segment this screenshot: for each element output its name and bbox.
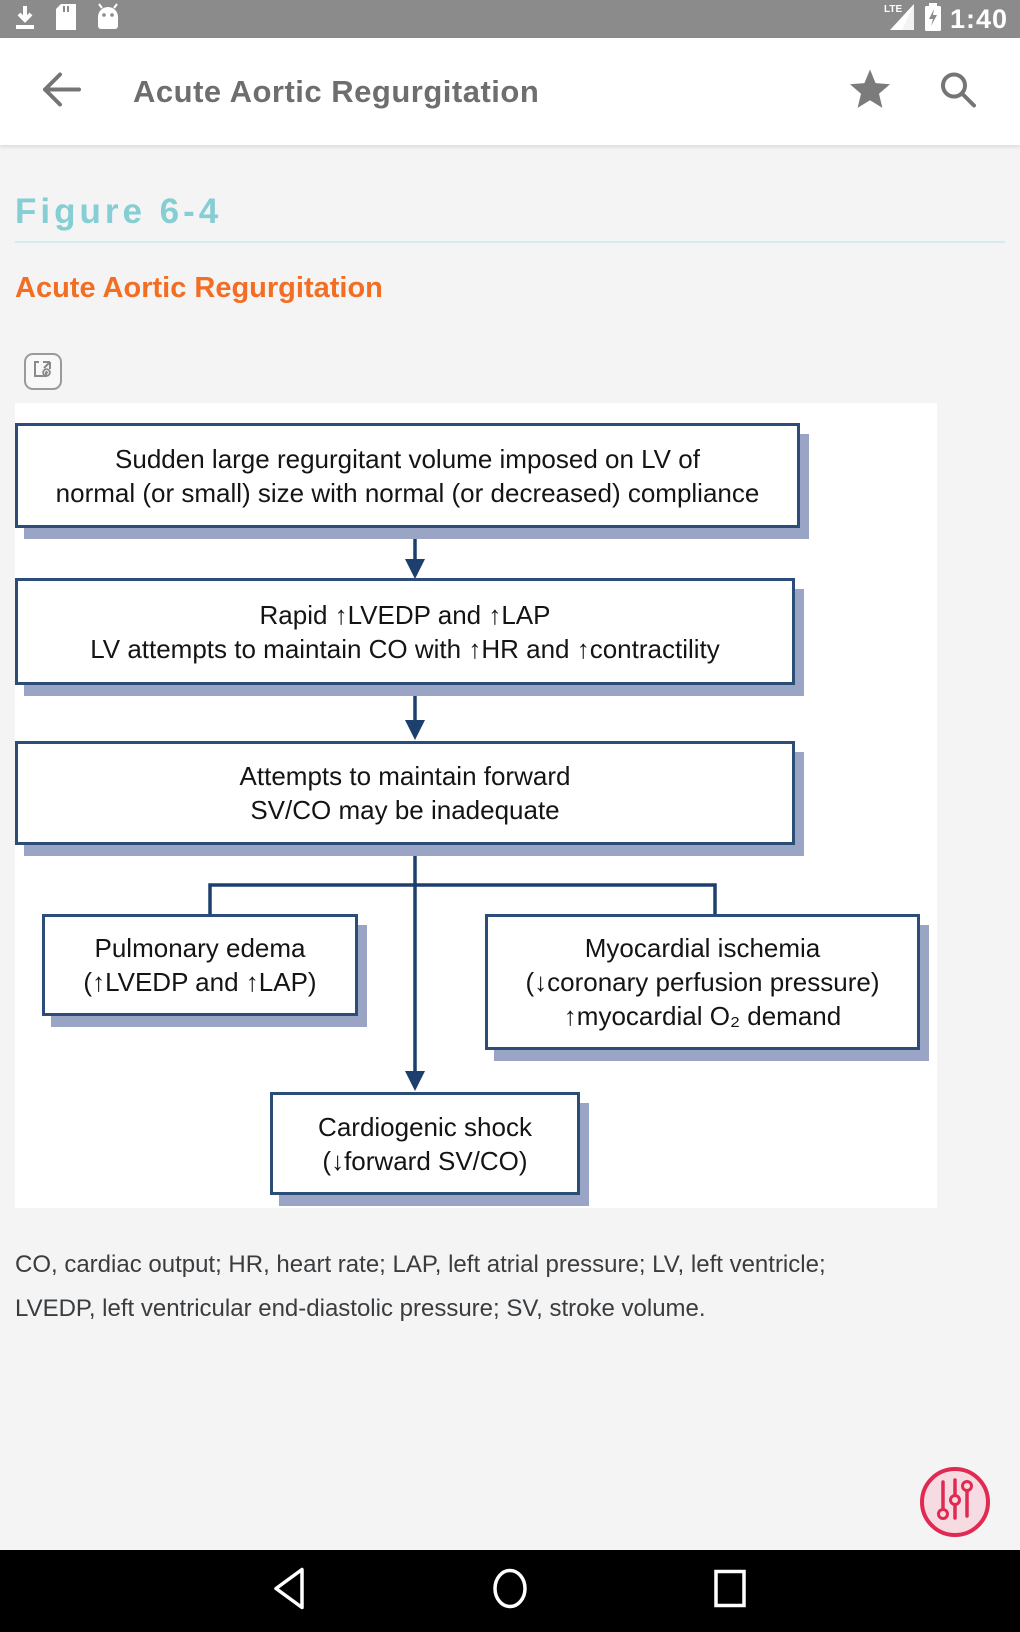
flowchart-box-line: (↓coronary perfusion pressure) [525,967,880,997]
back-arrow-icon[interactable] [40,71,82,112]
flowchart-box-start [15,423,800,528]
flowchart-box-line: (↑LVEDP and ↑LAP) [83,967,317,997]
signal-icon [882,2,916,37]
flowchart-box-line: ↑myocardial O₂ demand [563,1001,842,1031]
flowchart-box-line: Rapid ↑LVEDP and ↑LAP [259,599,551,630]
expand-figure-button[interactable] [24,353,62,390]
figure-title: Acute Aortic Regurgitation [15,272,383,304]
settings-fab[interactable] [920,1467,990,1537]
caption-line: CO, cardiac output; HR, heart rate; LAP, left atrial pressure; LV, left ventricle; [15,1251,826,1278]
figure-image[interactable] [15,403,937,1208]
flowchart-box-myocardial [485,914,920,1050]
caption-line: LVEDP, left ventricular end-diastolic pressure; SV, stroke volume. [15,1295,706,1322]
flowchart-box-attempts [15,741,795,845]
flowchart-box-cardiogenic [270,1092,580,1195]
flowchart-box-line: Sudden large regurgitant volume imposed on LV of [115,443,700,474]
app-bar [0,38,1020,145]
figure-rule [15,241,1005,243]
flowchart-box-line: Attempts to maintain forward [239,761,571,791]
image-zoom-icon [31,357,55,386]
flowchart-box-line: (↓forward SV/CO) [322,1145,528,1176]
sd-card-icon [54,3,78,36]
status-bar-right [882,2,1008,37]
flowchart-box-line: Cardiogenic shock [318,1111,532,1142]
status-bar [0,0,1020,38]
clock-time: 1:40 [949,3,1008,34]
figure-label: Figure 6-4 [15,192,223,231]
status-bar-left [12,3,122,36]
flowchart-box-line: LV attempts to maintain CO with ↑HR and ↑contractility [90,633,720,664]
navigation-bar [0,1550,1020,1632]
download-icon [12,4,38,35]
nav-home-button[interactable] [489,1566,531,1617]
figure-caption [15,1243,1005,1331]
page-title: Acute Aortic Regurgitation [133,73,540,109]
flowchart-box-line: Pulmonary edema [94,933,306,963]
nav-recents-button[interactable] [710,1566,750,1617]
search-icon[interactable] [938,69,978,114]
flowchart-box-line: SV/CO may be inadequate [250,795,560,825]
star-icon[interactable] [848,68,892,115]
network-label: LTE [883,3,903,15]
nav-back-button[interactable] [270,1566,310,1617]
sliders-icon [934,1477,976,1528]
flowchart-box-pulmonary [42,914,358,1016]
flowchart-box-line: Myocardial ischemia [584,933,821,963]
flowchart-box-rapid [15,578,795,685]
flowchart-box-line: normal (or small) size with normal (or decreased) compliance [55,477,760,508]
battery-icon [923,2,943,37]
android-icon [94,3,122,36]
